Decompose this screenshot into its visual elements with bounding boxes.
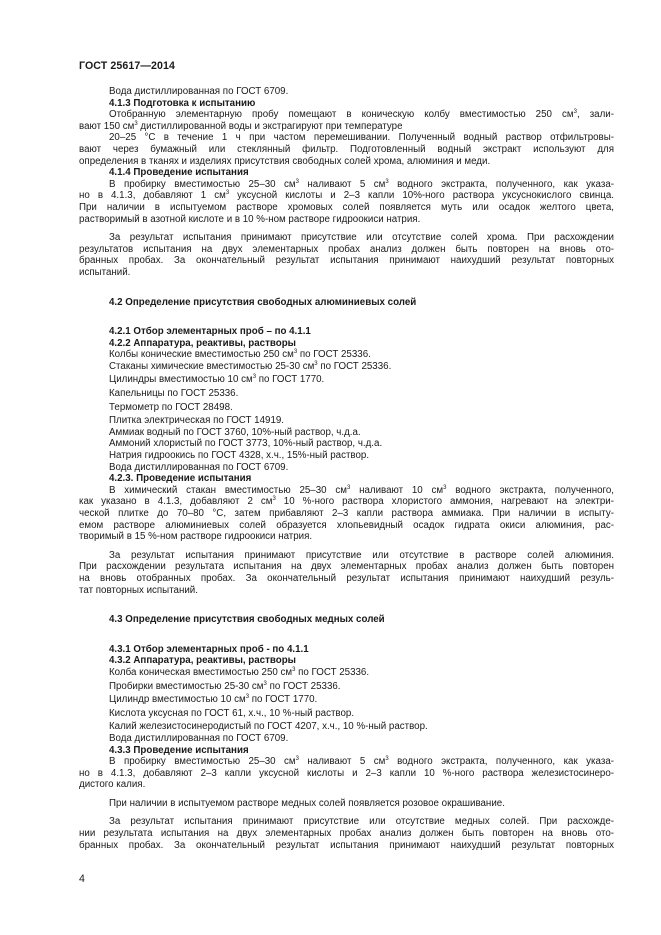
list-item: Вода дистиллированная по ГОСТ 6709. [109,732,289,744]
text-line: но в 4.1.3, добавляют 2–3 капли уксусной кислоты и 2–3 капли 10 %-ного раствора железистосинеро- [79,767,614,779]
list-item: Аммиак водный по ГОСТ 3760, 10%-ный раствор, ч.д.а. [109,426,361,438]
text-line: За результат испытания принимают присутствие или отсутствие медных солей. При расхожде- [109,816,614,828]
text-line: как указано в 4.1.3, добавляют 2 $см^3$ 10 %-ного раствора хлористого аммония, нагревают на электри- [79,496,614,508]
text-line: 20–25 °С в течение 1 ч при частом перемешивании. Полученный водный раствор отфильтровы- [109,132,614,144]
heading-4-3-1: 4.3.1 Отбор элементарных проб - по 4.1.1 [109,643,309,655]
list-item: Вода дистиллированная по ГОСТ 6709. [109,461,289,473]
text-line: растворимый в азотной кислоте и в 10 %-ном растворе гидроокиси натрия. [79,213,421,225]
heading-4-2-2: 4.2.2 Аппаратура, реактивы, растворы [109,337,296,349]
text-line: В химический стакан вместимостью 25–30 $см^3$ наливают 10 $см^3$ водного экстракта, полученного, [109,484,614,496]
text-line: нии результата испытания на двух элементарных пробах анализ должен быть повторен на вновь ото- [79,828,614,840]
text-line: но в 4.1.3, добавляют 1 $см^3$ уксусной кислоты и 2–3 капли 10%-ного раствора уксуснокислого свинца. [79,190,614,202]
text-line: результатов испытания на двух элементарных пробах анализ должен быть повторен на вновь ото- [79,243,614,255]
text-line: вают через бумажный или стеклянный фильтр. Подготовленный водный экстракт используют для [79,143,614,155]
list-item: Кислота уксусная по ГОСТ 61, х.ч., 10 %-ный раствор. [109,707,355,719]
text-line: емом растворе алюминиевых солей образуется хлопьевидный осадок гидрата окиси алюминия, рас- [79,519,614,531]
document-body [79,86,614,851]
text-line: тат повторных испытаний. [79,584,198,596]
heading-4-2-1: 4.2.1 Отбор элементарных проб – по 4.1.1 [109,326,311,338]
heading-4-3-2: 4.3.2 Аппаратура, реактивы, растворы [109,655,296,667]
text-line: В пробирку вместимостью 25–30 $см^3$ наливают 5 $см^3$ водного экстракта, полученного, как указа- [109,756,614,768]
list-item: Калий железистосинеродистый по ГОСТ 4207, х.ч., 10 %-ный раствор. [109,721,428,733]
text-line: За результат испытания принимают присутствие или отсутствие в растворе солей алюминия. [109,549,614,561]
heading-4-1-4: 4.1.4 Проведение испытания [109,167,249,179]
page-header-standard: ГОСТ 25617—2014 [79,60,176,72]
text-line: определения в тканях и изделиях присутствия свободных солей хрома, алюминия и меди. [79,155,491,167]
heading-4-2: 4.2 Определение присутствия свободных алюминиевых солей [109,296,417,308]
text-line: Отобранную элементарную пробу помещают в коническую колбу вместимостью 250 $см^3$, зали- [109,109,614,121]
text-line: бранных пробах. За окончательный результат испытания принимают наихудший результат повторных [79,255,614,267]
text-line: При наличии в испытуемом растворе медных солей появляется розовое окрашивание. [109,797,505,809]
list-item: Капельницы по ГОСТ 25336. [109,388,239,400]
text-line: творимый в 15 %-ном растворе гидроокиси натрия. [79,531,313,543]
heading-4-3-3: 4.3.3 Проведение испытания [109,744,249,756]
list-item: Цилиндры вместимостью 10 $см^3$ по ГОСТ 1770. [109,374,325,386]
list-item: Пробирки вместимостью 25-30 $см^3$ по ГОСТ 25336. [109,680,341,692]
list-item: Аммоний хлористый по ГОСТ 3773, 10%-ный раствор, ч.д.а. [109,438,383,450]
text-line: В пробирку вместимостью 25–30 $см^3$ наливают 5 $см^3$ водного экстракта, полученного, как указа- [109,178,614,190]
list-item: Колбы конические вместимостью 250 $см^3$ по ГОСТ 25336. [109,349,371,361]
text-line: При расхождении результата испытания на двух элементарных пробах анализ должен быть повторен [79,561,614,573]
list-item: Натрия гидроокись по ГОСТ 4328, х.ч., 15%-ный раствор. [109,450,370,462]
text-line: бранных пробах. За окончательный результат испытания принимают наихудший результат повторных [79,839,614,851]
text-line: Вода дистиллированная по ГОСТ 6709. [109,86,289,97]
list-item: Цилиндр вместимостью 10 $см^3$ по ГОСТ 1770. [109,694,318,706]
text-line: вают 150 $см^3$ дистиллированной воды и экстрагируют при температуре [79,120,403,132]
list-item: Плитка электрическая по ГОСТ 14919. [109,415,285,427]
text-line: За результат испытания принимают присутствие или отсутствие солей хрома. При расхождении [109,232,614,244]
heading-4-1-3: 4.1.3 Подготовка к испытанию [109,97,256,109]
text-line: ческой плитке до 70–80 °С, затем прибавляют 2–3 капли раствора аммиака. При наличии в испыту- [79,508,614,519]
heading-4-3: 4.3 Определение присутствия свободных медных солей [109,614,385,626]
list-item: Колба коническая вместимостью 250 $см^3$ по ГОСТ 25336. [109,666,370,678]
text-line: дистого калия. [79,779,146,791]
page-number: 4 [79,873,85,885]
list-item: Стаканы химические вместимостью 25-30 $см^3$ по ГОСТ 25336. [109,360,392,372]
heading-4-2-3: 4.2.3. Проведение испытания [109,473,252,485]
text-line: на вновь отобранных пробах. За окончательный результат испытания принимают наихудший резуль- [79,572,614,584]
list-item: Термометр по ГОСТ 28498. [109,401,233,413]
text-line: испытаний. [79,266,131,278]
text-line: При наличии в испытуемом растворе хромовых солей появляется муть или осадок желтого цвета, [79,201,614,213]
